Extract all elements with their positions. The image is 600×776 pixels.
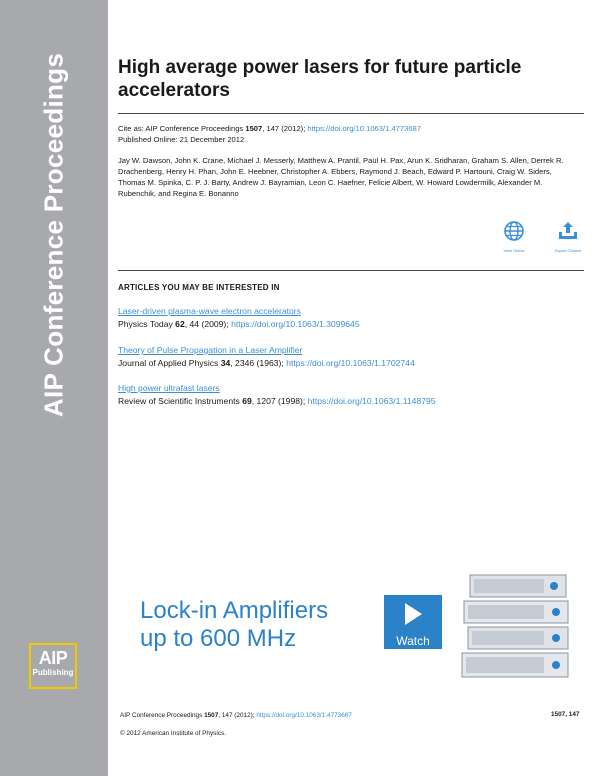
footer-citation: AIP Conference Proceedings 1507, 147 (2012); https://doi.org/10.1063/1.4773687 <box>120 712 352 719</box>
related-article-doi[interactable]: https://doi.org/10.1063/1.1702744 <box>286 358 415 368</box>
related-article-title[interactable]: Laser-driven plasma-wave electron accelerators <box>118 306 301 316</box>
footer-page-ref: 1507, 147 <box>551 711 580 718</box>
divider <box>118 113 584 114</box>
citation: Cite as: AIP Conference Proceedings 1507, 147 (2012); https://doi.org/10.1063/1.4773687 Published Online: 21 December 2012 <box>118 124 421 144</box>
watch-button[interactable]: Watch <box>384 595 442 649</box>
related-articles-heading: ARTICLES YOU MAY BE INTERESTED IN <box>118 283 280 292</box>
related-article-doi[interactable]: https://doi.org/10.1063/1.3099645 <box>231 319 360 329</box>
aip-publishing-logo[interactable]: AIP Publishing <box>29 643 77 689</box>
related-article: Laser-driven plasma-wave electron accelerators Physics Today 62, 44 (2009); https://doi.org/10.1063/1.3099645 <box>118 306 360 329</box>
related-article-doi[interactable]: https://doi.org/10.1063/1.1148795 <box>307 396 436 406</box>
published-date: Published Online: 21 December 2012 <box>118 135 245 144</box>
related-article-title[interactable]: High power ultrafast lasers <box>118 383 220 393</box>
divider <box>118 270 584 271</box>
instrument-stack-image <box>460 567 572 683</box>
related-article: High power ultrafast lasers Review of Scientific Instruments 69, 1207 (1998); https://doi.org/10.1063/1.1148795 <box>118 383 436 406</box>
view-online-button[interactable] <box>494 220 534 253</box>
play-icon <box>402 601 424 627</box>
sidebar <box>0 0 108 776</box>
view-online-caption: View Online <box>503 248 525 253</box>
journal-title: AIP Conference Proceedings <box>38 52 69 418</box>
paper-title: High average power lasers for future particle accelerators <box>118 57 522 101</box>
export-citation-button[interactable] <box>548 220 588 253</box>
copyright: © 2012 American Institute of Physics. <box>120 730 226 737</box>
export-icon <box>556 220 580 242</box>
advertisement-banner[interactable] <box>124 567 576 683</box>
footer-doi-link[interactable]: https://doi.org/10.1063/1.4773687 <box>256 712 352 719</box>
related-article: Theory of Pulse Propagation in a Laser Amplifier Journal of Applied Physics 34, 2346 (1963); https://doi.org/10.1063/1.1702744 <box>118 345 415 368</box>
related-article-title[interactable]: Theory of Pulse Propagation in a Laser Amplifier <box>118 345 303 355</box>
doi-link[interactable]: https://doi.org/10.1063/1.4773687 <box>307 124 421 133</box>
export-citation-caption: Export Citation <box>554 248 582 253</box>
globe-icon <box>503 220 525 242</box>
ad-headline: Lock-in Amplifiers up to 600 MHz <box>140 597 329 652</box>
authors: Jay W. Dawson, John K. Crane, Michael J. Messerly, Matthew A. Prantil, Paul H. Pax, Arun K. Sridharan, Graham S. Allen, Derrek R. Drachenberg, Henry H. Phan, John E. Heebner, Christopher A. Ebbers, Raymond J. Beach, Edward P. Hartouni, Craig W. Siders, Thomas M. Spinka, C. P. J. Barty, Andrew J. Bayramian, Leon C. Haefner, Felicie Albert, W. Howard Lowdermilk, Alexander M. Rubenchik, and Regina E. Bonanno <box>118 156 564 198</box>
